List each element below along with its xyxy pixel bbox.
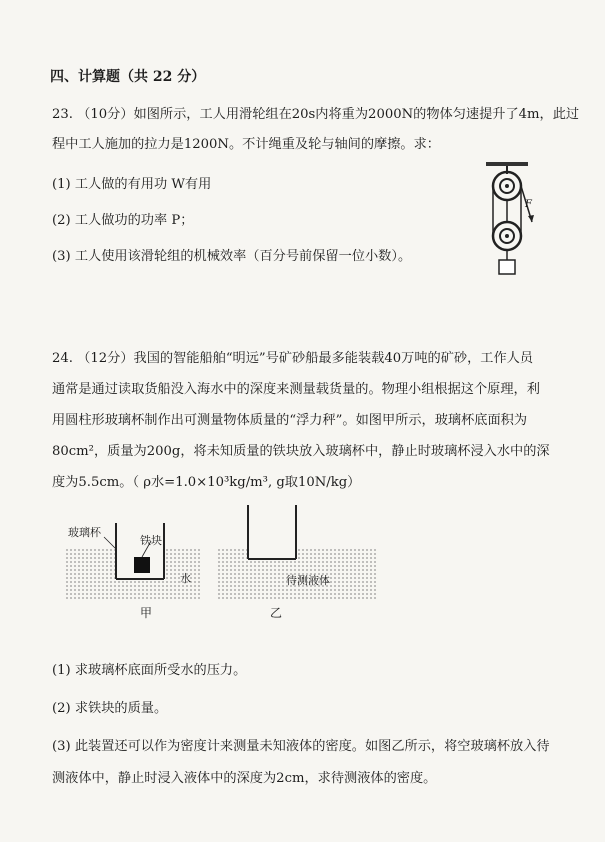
q23-sub3: (3) 工人使用该滑轮组的机械效率（百分号前保留一位小数）。 xyxy=(52,249,412,264)
q24-sub3-line1: (3) 此装置还可以作为密度计来测量未知液体的密度。如图乙所示，将空玻璃杯放入待 xyxy=(52,739,550,754)
q23-sub2: (2) 工人做功的功率 P； xyxy=(52,213,194,228)
q23-sub1: (1) 工人做的有用功 W有用 xyxy=(52,177,212,192)
buoyancy-figure xyxy=(66,505,376,625)
label-yi: 乙 xyxy=(270,606,283,620)
q24-sub2: (2) 求铁块的质量。 xyxy=(52,701,168,716)
q24-line2: 通常是通过读取货船没入海水中的深度来测量载货量的。物理小组根据这个原理，利 xyxy=(52,382,540,397)
q23-stem-line2: 程中工人施加的拉力是1200N。不计绳重及轮与轴间的摩擦。求： xyxy=(52,137,440,152)
q24-sub1: (1) 求玻璃杯底面所受水的压力。 xyxy=(52,663,247,678)
weight-block xyxy=(499,260,515,274)
q24-line1: 24. （12分）我国的智能船舶“明远”号矿砂船最多能装载40万吨的矿砂，工作人员 xyxy=(52,351,534,366)
q24-line3: 用圆柱形玻璃杯制作出可测量物体质量的“浮力秤”。如图甲所示，玻璃杯底面积为 xyxy=(52,413,528,428)
q24-line4: 80cm²，质量为200g，将未知质量的铁块放入玻璃杯中，静止时玻璃杯浸入水中的深 xyxy=(52,444,550,459)
pulley-system-figure xyxy=(472,160,542,280)
label-iron: 铁块 xyxy=(140,534,162,547)
iron-block xyxy=(134,557,150,573)
q23-stem-line1: 23. （10分）如图所示，工人用滑轮组在20s内将重为2000N的物体匀速提升了4m，此过 xyxy=(52,107,580,122)
label-glass: 玻璃杯 xyxy=(68,526,101,539)
q24-line5: 度为5.5cm。（ ρ水=1.0×10³kg/m³, g取10N/kg） xyxy=(52,475,361,490)
q24-sub3-line2: 测液体中，静止时浸入液体中的深度为2cm，求待测液体的密度。 xyxy=(52,771,437,786)
label-liquid: 待测液体 xyxy=(286,574,330,587)
force-label: F xyxy=(525,199,532,210)
section-title: 四、计算题（共 22 分） xyxy=(50,69,206,85)
label-water: 水 xyxy=(180,572,191,585)
ceiling-beam xyxy=(486,162,528,166)
label-jia: 甲 xyxy=(140,606,153,620)
